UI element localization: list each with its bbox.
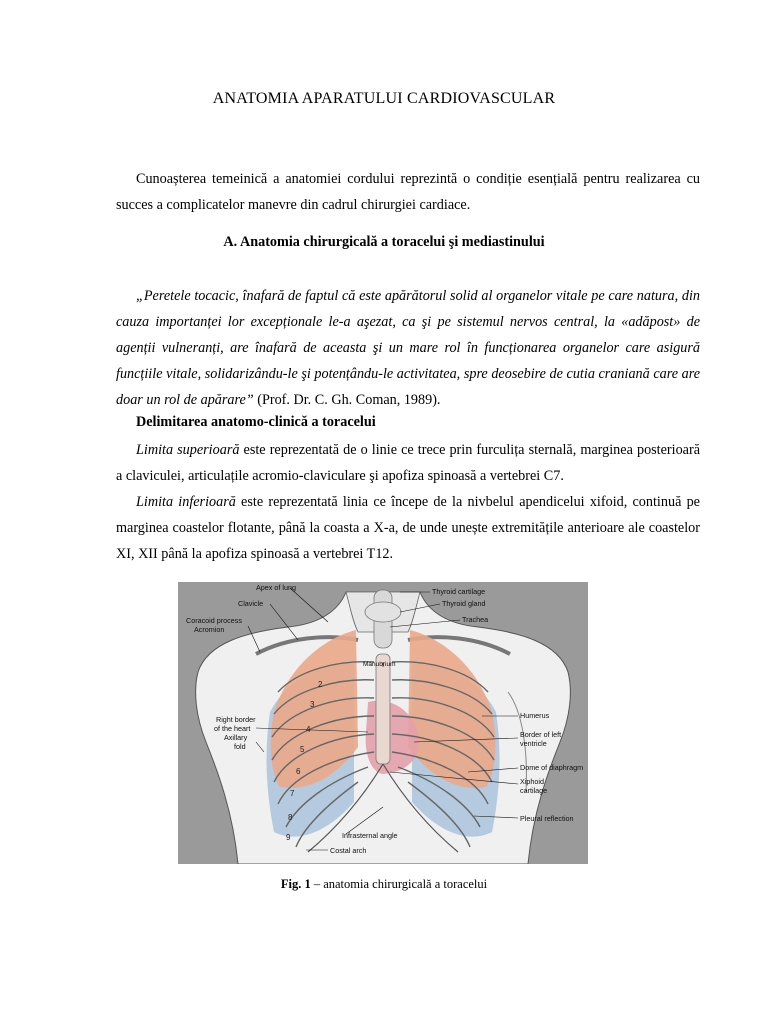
label-apex-of-lung: Apex of lung — [256, 583, 296, 592]
limita-inferioara-text: este reprezentată linia ce începe de la nivbelul apendicelui xifoid, continuă pe marginea coastelor flotante, până la coasta a X-a, de unde unește extremitățile anterioare ale coastelor XI, XII până la apofiza spinoasă a vertebrei T12. — [116, 494, 700, 562]
figure-caption — [0, 877, 768, 892]
label-border-lv-1: Border of left — [520, 730, 562, 739]
thyroid-shape — [365, 602, 401, 622]
rib-number: 9 — [286, 833, 291, 842]
rib-number: 3 — [310, 700, 315, 709]
limita-inferioara-paragraph — [116, 489, 700, 567]
label-axillary-2: fold — [234, 742, 246, 751]
limita-superioara-paragraph — [116, 437, 700, 489]
subheading: Delimitarea anatomo-clinică a toracelui — [136, 414, 376, 430]
rib-number: 4 — [306, 725, 311, 734]
label-acromion: Acromion — [194, 625, 225, 634]
rib-number: 2 — [318, 680, 323, 689]
label-xiphoid-1: Xiphoid — [520, 777, 544, 786]
label-manubrium: Manubrium — [363, 661, 396, 668]
limita-inferioara-term: Limita inferioară — [136, 494, 236, 510]
label-coracoid-process: Coracoid process — [186, 616, 242, 625]
label-dome-of-diaphragm: Dome of diaphragm — [520, 763, 584, 772]
label-pleural-reflection: Pleural reflection — [520, 814, 574, 823]
label-humerus: Humerus — [520, 711, 550, 720]
section-heading: A. Anatomia chirurgicală a toracelui şi mediastinului — [223, 234, 545, 250]
label-right-border-1: Right border — [216, 715, 256, 724]
label-xiphoid-2: cartilage — [520, 786, 548, 795]
rib-number: 7 — [290, 789, 295, 798]
caption-text: – anatomia chirurgicală a toracelui — [310, 877, 488, 891]
quote-citation: (Prof. Dr. C. Gh. Coman, 1989). — [253, 392, 441, 408]
quote-paragraph — [116, 283, 700, 413]
limita-superioara-text: este reprezentată de o linie ce trece prin furculița sternală, marginea posterioară a claviculei, articulațile acromio-claviculare şi apofiza spinoasă a vertebrei C7. — [116, 442, 700, 484]
rib-number: 6 — [296, 767, 301, 776]
quote-text: „Peretele tocacic, înafară de faptul că este apărătorul solid al organelor vitale pe care natura, din cauza importanței lor excepționale le-a aşezat, ca şi pe sistemul nervos central, la «adăpost» de agenții vulneranți, are înafară de aceasta şi un mare rol în funcționarea organelor care asigură funcțiile vitale, solidarizându-le şi potențându-le activitatea, spre deosebire de cutia craniană care are doar un rol de apărare” — [116, 288, 700, 408]
sternum — [376, 654, 390, 764]
label-trachea: Trachea — [462, 615, 489, 624]
document-title: ANATOMIA APARATULUI CARDIOVASCULAR — [212, 90, 556, 107]
intro-paragraph: Cunoașterea temeinică a anatomiei cordului reprezintă o condiție esențială pentru realizarea cu succes a complicatelor manevre din cadrul chirurgiei cardiace. — [116, 171, 700, 213]
label-clavicle: Clavicle — [238, 599, 264, 608]
limita-superioara-term: Limita superioară — [136, 442, 240, 458]
label-axillary-1: Axillary — [224, 733, 248, 742]
label-right-border-2: of the heart — [214, 724, 251, 733]
label-border-lv-2: ventricle — [520, 739, 547, 748]
label-thyroid-gland: Thyroid gland — [442, 599, 486, 608]
label-infrasternal-angle: Infrasternal angle — [342, 831, 398, 840]
rib-number: 5 — [300, 745, 305, 754]
label-thyroid-cartilage: Thyroid cartilage — [432, 587, 486, 596]
label-costal-arch: Costal arch — [330, 846, 367, 855]
caption-number: Fig. 1 — [280, 877, 311, 891]
rib-number: 8 — [288, 813, 293, 822]
thorax-anatomy-figure — [178, 582, 588, 864]
